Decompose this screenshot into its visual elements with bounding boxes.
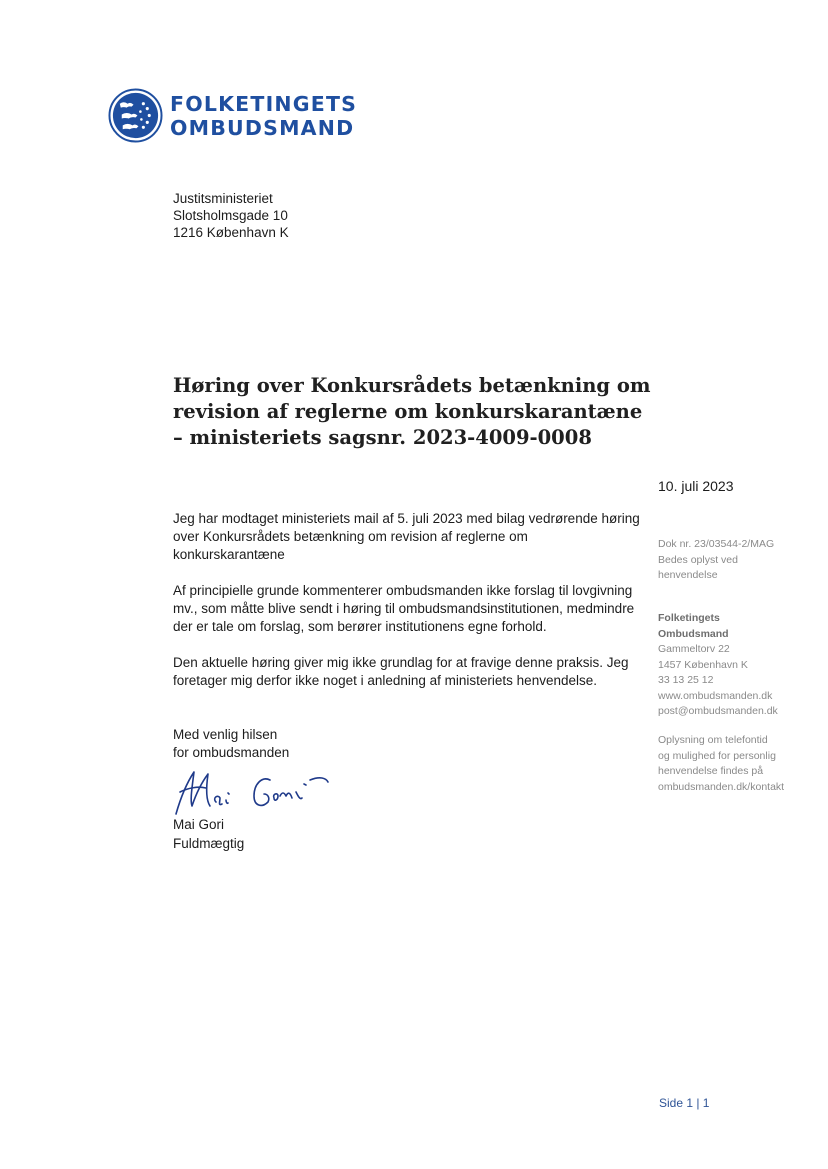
info-line: ombudsmanden.dk/kontakt — [658, 780, 785, 793]
letter-subject — [173, 373, 663, 451]
info-line: Oplysning om telefontid — [658, 734, 768, 746]
signer-name: Mai Gori — [173, 817, 225, 832]
body-paragraph-3: Den aktuelle høring giver mig ikke grundlag for at fravige denne praksis. Jeg foretager mig derfor ikke noget i anledning af ministeriets henvendelse. — [173, 655, 629, 688]
contact-email: post@ombudsmanden.dk — [658, 705, 778, 717]
logo-line-1: FOLKETINGETS — [170, 92, 358, 116]
letter-body — [173, 510, 643, 708]
contact-website: www.ombudsmanden.dk — [658, 689, 773, 702]
recipient-line: Justitsministeriet — [173, 191, 273, 206]
contact-address: Gammeltorv 22 — [658, 643, 730, 655]
letter-closing — [173, 726, 289, 762]
sidebar-contact — [658, 611, 778, 720]
subject-line: revision af reglerne om konkurskarantæne — [173, 400, 643, 423]
closing-line: Med venlig hilsen — [173, 727, 278, 742]
subject-line: Høring over Konkursrådets betænkning om — [173, 374, 651, 397]
logo-wordmark — [170, 92, 357, 140]
handwritten-signature — [170, 762, 340, 822]
doc-note: henvendelse — [658, 569, 718, 581]
closing-line: for ombudsmanden — [173, 745, 290, 760]
recipient-line: Slotsholmsgade 10 — [173, 208, 288, 223]
page-number: Side 1 | 1 — [659, 1096, 710, 1110]
coat-of-arms-icon — [108, 88, 163, 143]
info-line: henvendelse findes på — [658, 765, 764, 777]
body-paragraph-2: Af principielle grunde kommenterer ombudsmanden ikke forslag til lovgivning mv., som måtte blive sendt i høring til ombudsmandsinstitutionen, medmindre der er tale om forslag, som berører institutionens egne forhold. — [173, 583, 635, 634]
recipient-line: 1216 København K — [173, 225, 289, 240]
signer-title: Fuldmægtig — [173, 836, 245, 851]
contact-city: 1457 København K — [658, 658, 748, 671]
contact-phone: 33 13 25 12 — [658, 674, 714, 686]
letter-date: 10. juli 2023 — [658, 478, 734, 494]
sidebar-info — [658, 733, 784, 795]
institution-logo — [108, 88, 358, 148]
info-line: og mulighed for personlig — [658, 749, 776, 762]
sidebar-document-ref — [658, 537, 774, 584]
org-name-line-1: Folketingets — [658, 612, 720, 624]
body-paragraph-1: Jeg har modtaget ministeriets mail af 5. juli 2023 med bilag vedrørende høring over Konkursrådets betænkning om revision af reglerne om konkurskarantæne — [173, 511, 640, 562]
org-name-line-2: Ombudsmand — [658, 627, 729, 640]
recipient-address — [173, 190, 289, 241]
doc-note: Bedes oplyst ved — [658, 553, 738, 566]
logo-line-2: OMBUDSMAND — [170, 116, 355, 140]
signer-block — [173, 815, 244, 853]
subject-line: – ministeriets sagsnr. 2023-4009-0008 — [173, 426, 592, 449]
doc-number: Dok nr. 23/03544-2/MAG — [658, 538, 775, 550]
